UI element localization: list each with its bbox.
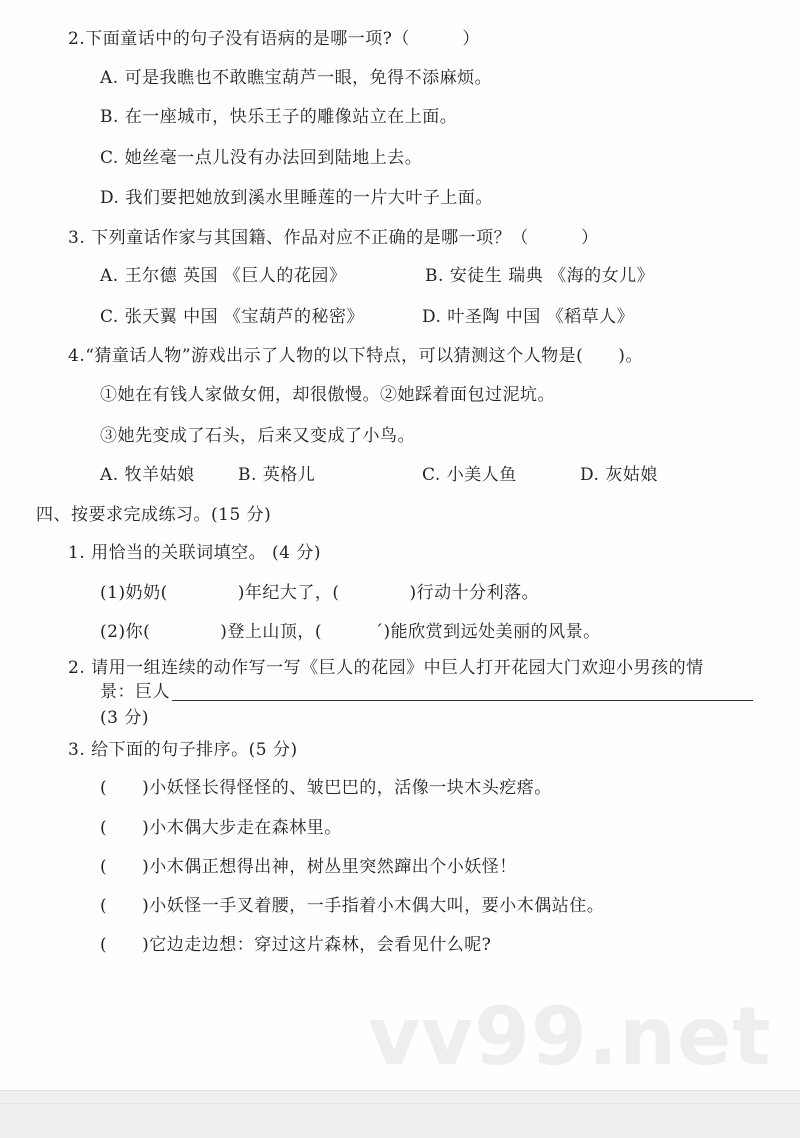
s4-p3-stem: 3. 给下面的句子排序。(5 分) [68, 740, 298, 760]
section-4-title: 四、按要求完成练习。(15 分) [36, 505, 272, 525]
s4-p1-sentence-1: (1)奶奶( )年纪大了，( )行动十分利落。 [100, 583, 540, 603]
answer-blank-line [172, 700, 753, 701]
s4-p3-item-3: ( )小木偶正想得出神，树丛里突然蹿出个小妖怪！ [100, 857, 517, 877]
q2-option-c: C. 她丝毫一点儿没有办法回到陆地上去。 [100, 148, 423, 168]
q2-stem: 2.下面童话中的句子没有语病的是哪一项?（ ） [68, 29, 480, 49]
q3-option-b: B. 安徒生 瑞典 《海的女儿》 [425, 266, 655, 286]
q4-option-c: C. 小美人鱼 [422, 465, 517, 485]
page-bottom-edge [0, 1090, 800, 1138]
watermark: vv99.net [368, 990, 772, 1083]
q4-option-b: B. 英格儿 [238, 465, 316, 485]
q3-option-a: A. 王尔德 英国 《巨人的花园》 [100, 266, 347, 286]
q2-option-d: D. 我们要把她放到溪水里睡莲的一片大叶子上面。 [100, 188, 493, 208]
q4-option-a: A. 牧羊姑娘 [100, 465, 195, 485]
q3-option-d: D. 叶圣陶 中国 《稻草人》 [422, 307, 635, 327]
q4-option-d: D. 灰姑娘 [580, 465, 658, 485]
s4-p2-score: (3 分) [100, 708, 149, 728]
q4-clue-1: ①她在有钱人家做女佣，却很傲慢。②她踩着面包过泥坑。 [100, 385, 555, 405]
s4-p2-stem: 2. 请用一组连续的动作写一写《巨人的花园》中巨人打开花园大门欢迎小男孩的情 [68, 658, 704, 678]
s4-p1-stem: 1. 用恰当的关联词填空。 (4 分) [68, 543, 322, 563]
q2-option-a: A. 可是我瞧也不敢瞧宝葫芦一眼，免得不添麻烦。 [100, 68, 493, 88]
s4-p1-sentence-2: (2)你( )登上山顶，( ´)能欣赏到远处美丽的风景。 [100, 622, 601, 642]
s4-p3-item-1: ( )小妖怪长得怪怪的、皱巴巴的，活像一块木头疙瘩。 [100, 778, 552, 798]
s4-p3-item-4: ( )小妖怪一手叉着腰，一手指着小木偶大叫，要小木偶站住。 [100, 896, 605, 916]
s4-p2-continuation: 景：巨人 [100, 682, 170, 702]
q3-stem: 3. 下列童话作家与其国籍、作品对应不正确的是哪一项？（ ） [68, 228, 599, 248]
q4-stem: 4.“猜童话人物”游戏出示了人物的以下特点，可以猜测这个人物是( )。 [68, 346, 643, 366]
q4-clue-2: ③她先变成了石头，后来又变成了小鸟。 [100, 426, 415, 446]
s4-p3-item-5: ( )它边走边想：穿过这片森林，会看见什么呢? [100, 935, 492, 955]
q2-option-b: B. 在一座城市，快乐王子的雕像站立在上面。 [100, 107, 458, 127]
q3-option-c: C. 张天翼 中国 《宝葫芦的秘密》 [100, 307, 365, 327]
s4-p3-item-2: ( )小木偶大步走在森林里。 [100, 818, 342, 838]
page-bottom-divider [0, 1103, 800, 1104]
